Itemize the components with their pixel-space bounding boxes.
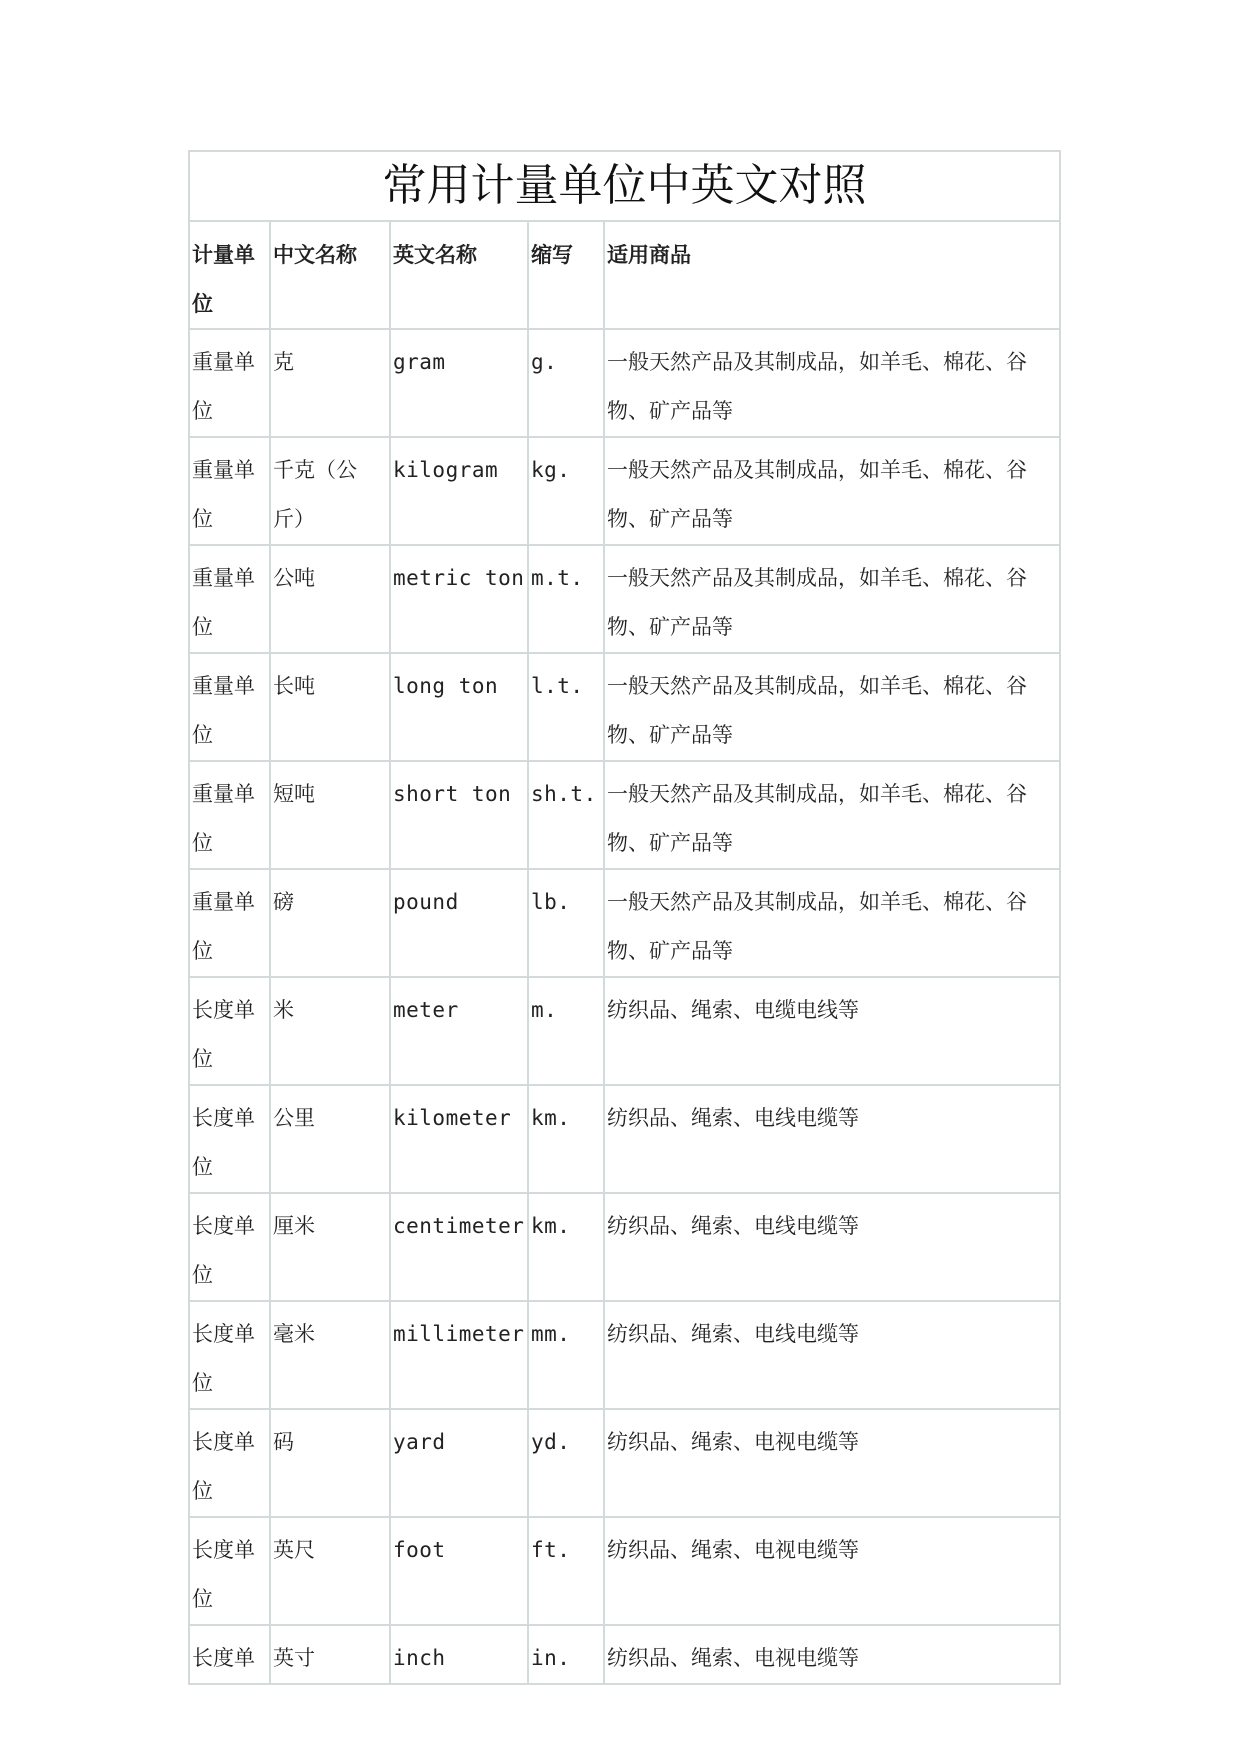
table-row	[189, 1193, 1060, 1301]
cell-category: 重量单位	[189, 437, 270, 545]
cell-chinese-name: 毫米	[270, 1301, 390, 1409]
cell-english-name: kilogram	[390, 437, 528, 545]
cell-abbreviation: km.	[528, 1085, 604, 1193]
cell-abbreviation: l.t.	[528, 653, 604, 761]
cell-applicable-goods: 一般天然产品及其制成品，如羊毛、棉花、谷物、矿产品等	[604, 545, 1060, 653]
cell-applicable-goods: 纺织品、绳索、电线电缆等	[604, 1085, 1060, 1193]
cell-chinese-name: 公吨	[270, 545, 390, 653]
table-title: 常用计量单位中英文对照	[189, 151, 1060, 221]
cell-category: 长度单位	[189, 1409, 270, 1517]
cell-chinese-name: 磅	[270, 869, 390, 977]
cell-english-name: inch	[390, 1625, 528, 1684]
cell-applicable-goods: 纺织品、绳索、电视电缆等	[604, 1625, 1060, 1684]
table-row	[189, 1085, 1060, 1193]
cell-category: 重量单位	[189, 653, 270, 761]
cell-applicable-goods: 一般天然产品及其制成品，如羊毛、棉花、谷物、矿产品等	[604, 329, 1060, 437]
cell-applicable-goods: 纺织品、绳索、电线电缆等	[604, 1193, 1060, 1301]
cell-applicable-goods: 一般天然产品及其制成品，如羊毛、棉花、谷物、矿产品等	[604, 761, 1060, 869]
cell-abbreviation: m.t.	[528, 545, 604, 653]
cell-english-name: kilometer	[390, 1085, 528, 1193]
cell-chinese-name: 长吨	[270, 653, 390, 761]
cell-category: 重量单位	[189, 869, 270, 977]
cell-english-name: centimeter	[390, 1193, 528, 1301]
cell-abbreviation: yd.	[528, 1409, 604, 1517]
table-row	[189, 869, 1060, 977]
units-table-body	[189, 151, 1060, 1684]
cell-category: 长度单位	[189, 977, 270, 1085]
cell-chinese-name: 英寸	[270, 1625, 390, 1684]
cell-applicable-goods: 纺织品、绳索、电视电缆等	[604, 1409, 1060, 1517]
cell-english-name: long ton	[390, 653, 528, 761]
cell-abbreviation: g.	[528, 329, 604, 437]
cell-abbreviation: kg.	[528, 437, 604, 545]
table-row	[189, 1517, 1060, 1625]
cell-applicable-goods: 纺织品、绳索、电线电缆等	[604, 1301, 1060, 1409]
table-row	[189, 653, 1060, 761]
cell-category: 重量单位	[189, 329, 270, 437]
cell-category: 重量单位	[189, 761, 270, 869]
cell-applicable-goods: 一般天然产品及其制成品，如羊毛、棉花、谷物、矿产品等	[604, 437, 1060, 545]
cell-abbreviation: in.	[528, 1625, 604, 1684]
header-category: 计量单位	[189, 221, 270, 329]
table-row	[189, 977, 1060, 1085]
cell-chinese-name: 短吨	[270, 761, 390, 869]
table-row	[189, 437, 1060, 545]
cell-abbreviation: sh.t.	[528, 761, 604, 869]
cell-abbreviation: lb.	[528, 869, 604, 977]
table-row	[189, 329, 1060, 437]
table-row	[189, 1625, 1060, 1684]
cell-chinese-name: 码	[270, 1409, 390, 1517]
cell-english-name: foot	[390, 1517, 528, 1625]
cell-applicable-goods: 纺织品、绳索、电缆电线等	[604, 977, 1060, 1085]
cell-category: 长度单位	[189, 1517, 270, 1625]
cell-abbreviation: km.	[528, 1193, 604, 1301]
title-row	[189, 151, 1060, 221]
cell-applicable-goods: 一般天然产品及其制成品，如羊毛、棉花、谷物、矿产品等	[604, 653, 1060, 761]
header-applicable-goods: 适用商品	[604, 221, 1060, 329]
cell-chinese-name: 厘米	[270, 1193, 390, 1301]
cell-english-name: millimeter	[390, 1301, 528, 1409]
table-row	[189, 1301, 1060, 1409]
cell-chinese-name: 千克（公斤）	[270, 437, 390, 545]
cell-abbreviation: m.	[528, 977, 604, 1085]
cell-abbreviation: mm.	[528, 1301, 604, 1409]
table-row	[189, 761, 1060, 869]
cell-english-name: meter	[390, 977, 528, 1085]
table-row	[189, 545, 1060, 653]
cell-category: 长度单	[189, 1625, 270, 1684]
cell-english-name: pound	[390, 869, 528, 977]
cell-chinese-name: 英尺	[270, 1517, 390, 1625]
cell-abbreviation: ft.	[528, 1517, 604, 1625]
cell-chinese-name: 米	[270, 977, 390, 1085]
cell-english-name: metric ton	[390, 545, 528, 653]
cell-chinese-name: 公里	[270, 1085, 390, 1193]
header-abbreviation: 缩写	[528, 221, 604, 329]
header-row	[189, 221, 1060, 329]
cell-english-name: yard	[390, 1409, 528, 1517]
cell-chinese-name: 克	[270, 329, 390, 437]
units-table	[188, 150, 1061, 1685]
cell-applicable-goods: 一般天然产品及其制成品，如羊毛、棉花、谷物、矿产品等	[604, 869, 1060, 977]
cell-category: 长度单位	[189, 1085, 270, 1193]
cell-english-name: short ton	[390, 761, 528, 869]
table-row	[189, 1409, 1060, 1517]
cell-category: 长度单位	[189, 1193, 270, 1301]
header-english-name: 英文名称	[390, 221, 528, 329]
cell-category: 长度单位	[189, 1301, 270, 1409]
header-chinese-name: 中文名称	[270, 221, 390, 329]
cell-english-name: gram	[390, 329, 528, 437]
cell-category: 重量单位	[189, 545, 270, 653]
cell-applicable-goods: 纺织品、绳索、电视电缆等	[604, 1517, 1060, 1625]
